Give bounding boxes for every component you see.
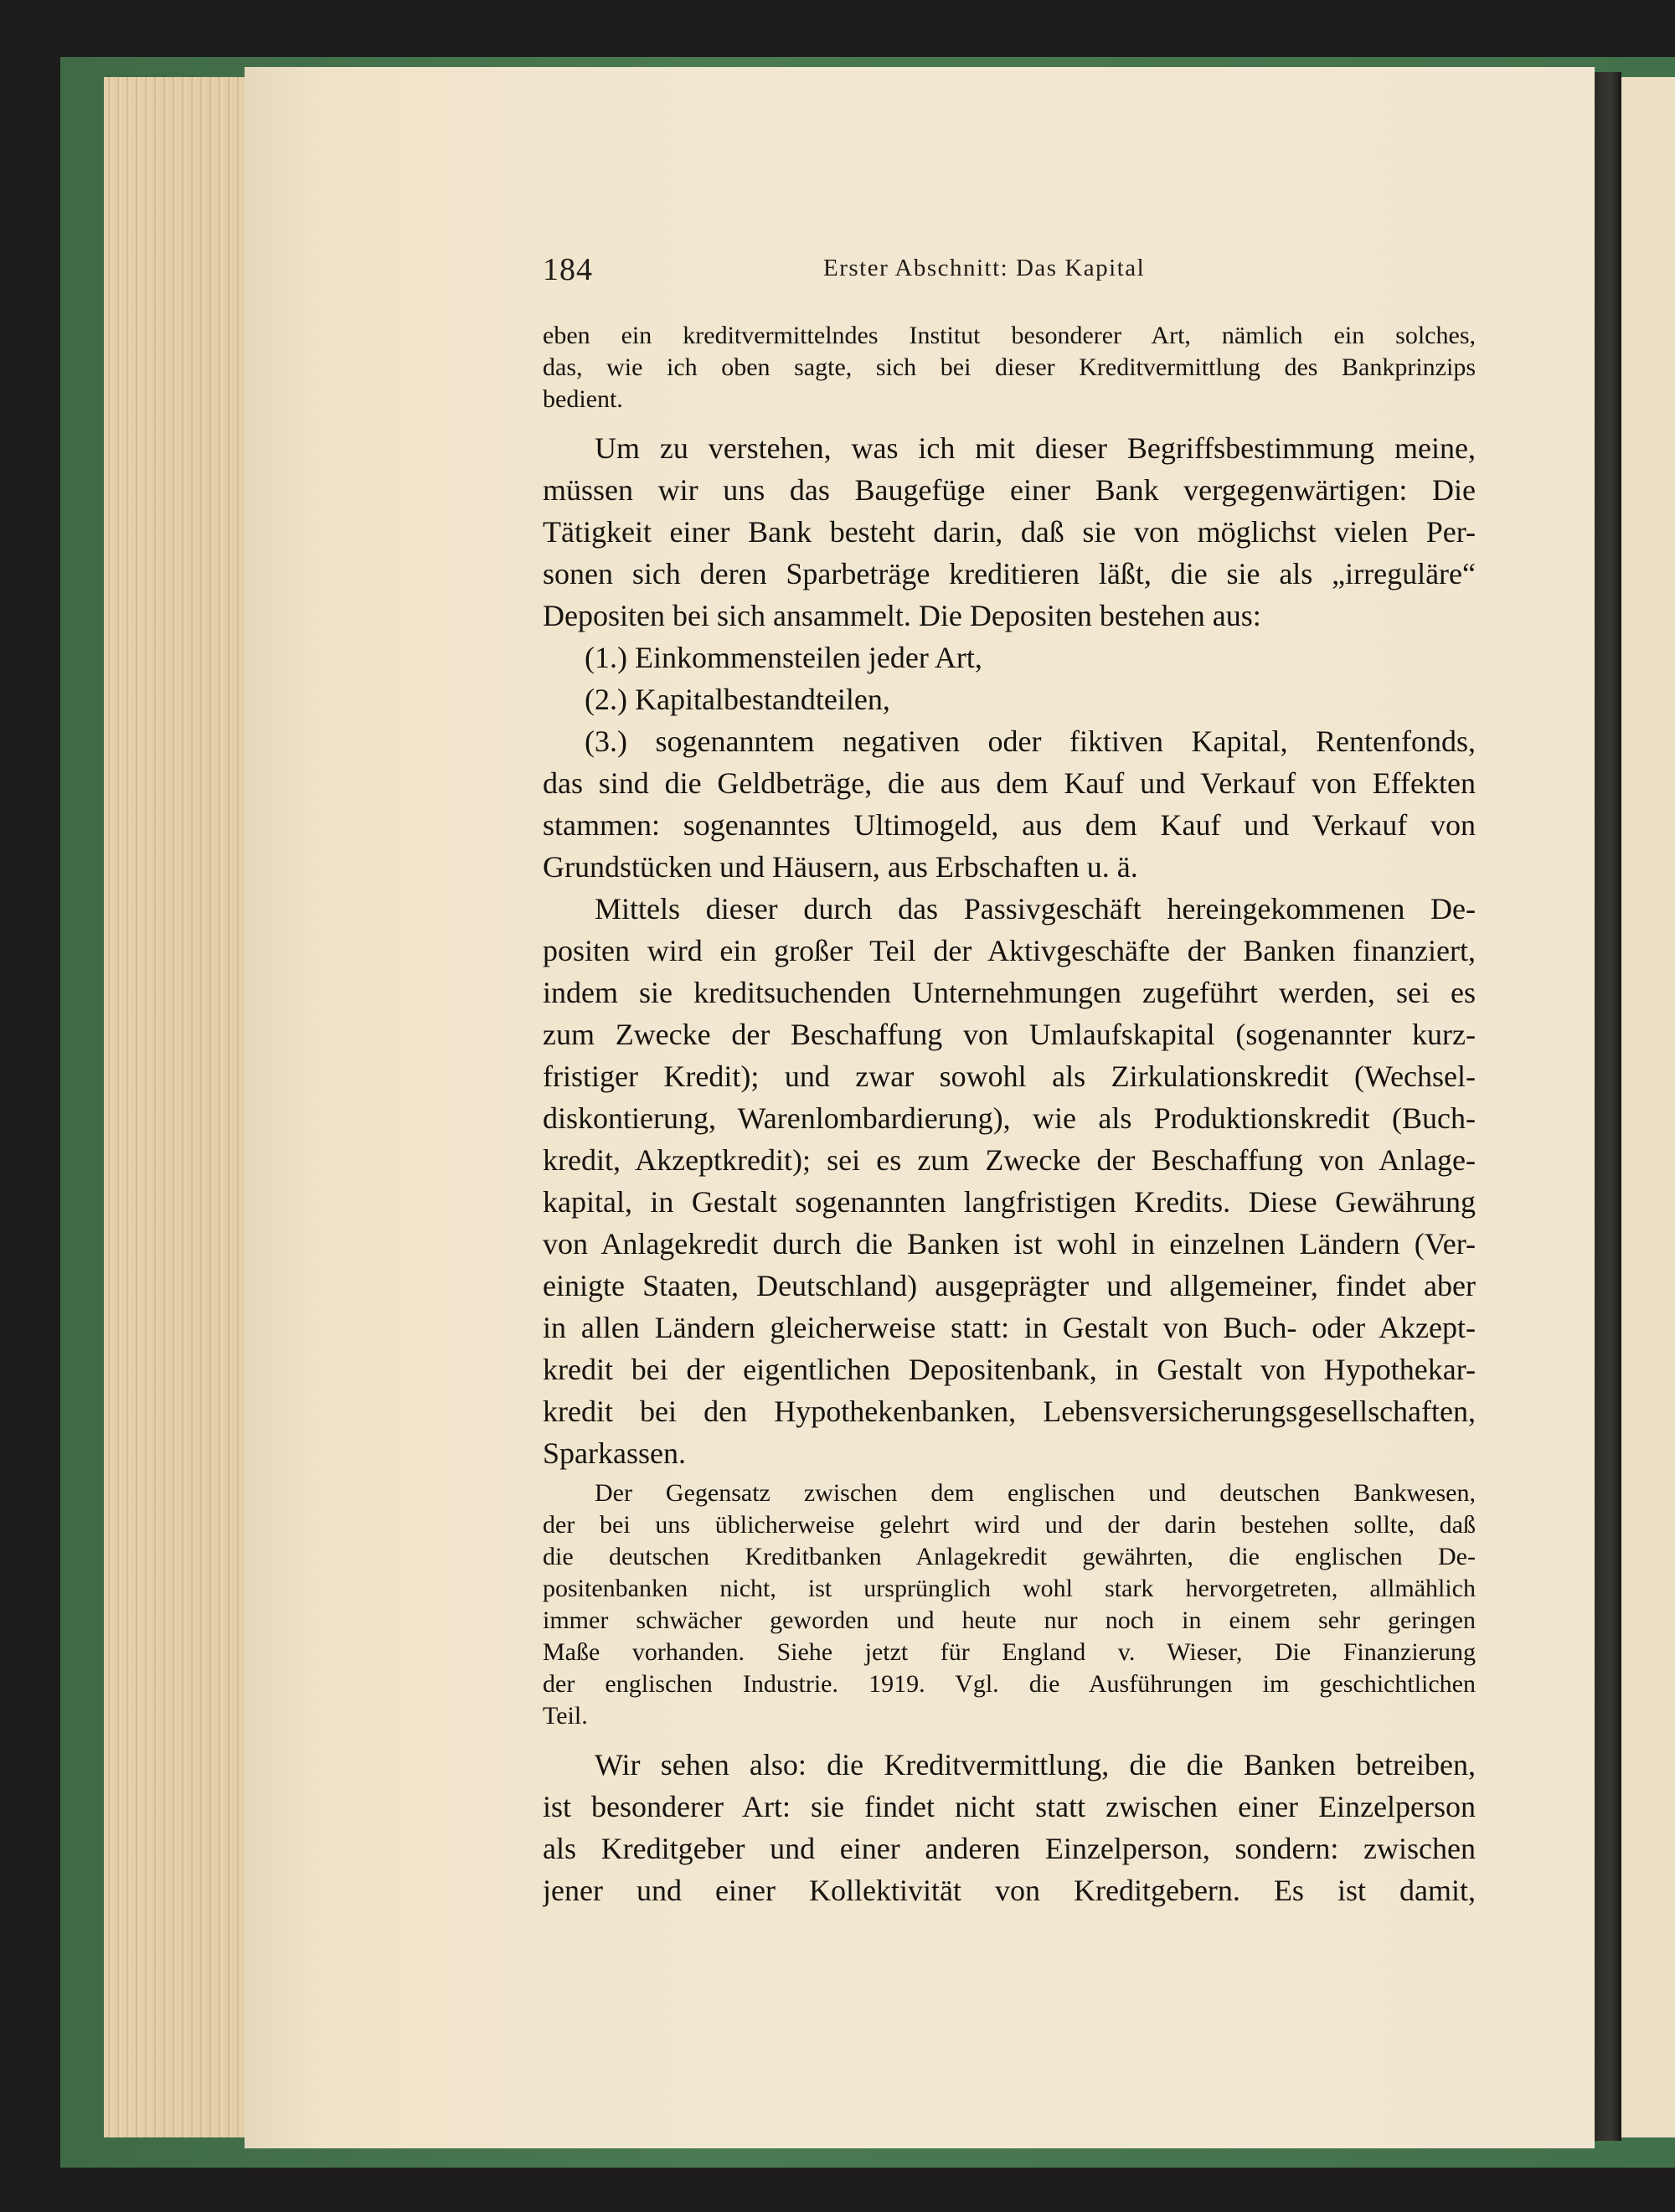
- note-line: der englischen Industrie. 1919. Vgl. die Ausführungen im geschichtlichen: [543, 1670, 1476, 1698]
- page-edges: [104, 77, 246, 2137]
- note-line: die deutschen Kreditbanken Anlagekredit gewährten, die englischen De-: [543, 1543, 1476, 1570]
- text-line: eben ein kreditvermittelndes Institut besonderer Art, nämlich ein solches,: [543, 322, 1476, 349]
- note-line: der bei uns üblicherweise gelehrt wird und der darin bestehen sollte, daß: [543, 1511, 1476, 1539]
- text-line: müssen wir uns das Baugefüge einer Bank vergegenwärtigen: Die: [543, 473, 1476, 507]
- running-head: Erster Abschnitt: Das Kapital: [823, 255, 1146, 281]
- text-line: indem sie kreditsuchenden Unternehmungen zugeführt werden, sei es: [543, 976, 1476, 1009]
- next-page-edge: [1621, 77, 1675, 2137]
- text-line: zum Zwecke der Beschaffung von Umlaufskapital (sogenannter kurz-: [543, 1018, 1476, 1051]
- text-line: kapital, in Gestalt sogenannten langfristigen Kredits. Diese Gewährung: [543, 1185, 1476, 1219]
- page-number: 184: [543, 252, 593, 287]
- text-line: kredit, Akzeptkredit); sei es zum Zwecke der Beschaffung von Anlage-: [543, 1143, 1476, 1177]
- list-item: (2.) Kapitalbestandteilen,: [585, 683, 890, 716]
- text-line: das, wie ich oben sagte, sich bei dieser Kreditvermittlung des Bankprinzips: [543, 353, 1476, 381]
- text-line: Tätigkeit einer Bank besteht darin, daß sie von möglichst vielen Per-: [543, 515, 1476, 549]
- text-line: von Anlagekredit durch die Banken ist wohl in einzelnen Ländern (Ver-: [543, 1227, 1476, 1261]
- text-line: kredit bei der eigentlichen Depositenbank, in Gestalt von Hypothekar-: [543, 1353, 1476, 1386]
- text-line: fristiger Kredit); und zwar sowohl als Zirkulationskredit (Wechsel-: [543, 1060, 1476, 1093]
- text-line: ist besonderer Art: sie findet nicht statt zwischen einer Einzelperson: [543, 1790, 1476, 1823]
- text-line: als Kreditgeber und einer anderen Einzelperson, sondern: zwischen: [543, 1832, 1476, 1865]
- note-paragraph: [543, 1477, 1476, 1732]
- text-line: Mittels dieser durch das Passivgeschäft hereingekommenen De-: [595, 892, 1476, 926]
- note-line: immer schwächer geworden und heute nur noch in einem sehr geringen: [543, 1606, 1476, 1634]
- list-item: (1.) Einkommensteilen jeder Art,: [585, 641, 982, 674]
- text-line: positen wird ein großer Teil der Aktivgeschäfte der Banken finanziert,: [543, 934, 1476, 967]
- list-item: (3.) sogenanntem negativen oder fiktiven Kapital, Rentenfonds,: [585, 724, 1476, 758]
- text-line: bedient.: [543, 385, 623, 413]
- text-line: Wir sehen also: die Kreditvermittlung, die die Banken betreiben,: [595, 1748, 1476, 1781]
- page-header: [543, 250, 1476, 291]
- text-line: einigte Staaten, Deutschland) ausgeprägter und allgemeiner, findet aber: [543, 1269, 1476, 1302]
- note-line: Maße vorhanden. Siehe jetzt für England v. Wieser, Die Finanzierung: [543, 1638, 1476, 1666]
- text-block: [543, 320, 1476, 1911]
- text-line: Sparkassen.: [543, 1436, 686, 1470]
- note-line: positenbanken nicht, ist ursprünglich wohl stark hervorgetreten, allmählich: [543, 1575, 1476, 1602]
- text-line: in allen Ländern gleicherweise statt: in Gestalt von Buch- oder Akzept-: [543, 1311, 1476, 1344]
- text-line: jener und einer Kollektivität von Kreditgebern. Es ist damit,: [543, 1874, 1476, 1907]
- text-line: diskontierung, Warenlombardierung), wie als Produktionskredit (Buch-: [543, 1101, 1476, 1135]
- text-line: stammen: sogenanntes Ultimogeld, aus dem Kauf und Verkauf von: [543, 808, 1476, 842]
- text-line: Depositen bei sich ansammelt. Die Depositen bestehen aus:: [543, 599, 1261, 632]
- binding-gutter: [1595, 72, 1621, 2141]
- text-line: Grundstücken und Häusern, aus Erbschaften u. ä.: [543, 850, 1138, 884]
- note-line: Teil.: [543, 1702, 588, 1730]
- note-line: Der Gegensatz zwischen dem englischen und deutschen Bankwesen,: [595, 1479, 1476, 1507]
- text-line: Um zu verstehen, was ich mit dieser Begriffsbestimmung meine,: [595, 431, 1476, 465]
- text-line: kredit bei den Hypothekenbanken, Lebensversicherungsgesellschaften,: [543, 1395, 1476, 1428]
- text-line: sonen sich deren Sparbeträge kreditieren läßt, die sie als „irreguläre“: [543, 557, 1476, 590]
- text-line: das sind die Geldbeträge, die aus dem Kauf und Verkauf von Effekten: [543, 766, 1476, 800]
